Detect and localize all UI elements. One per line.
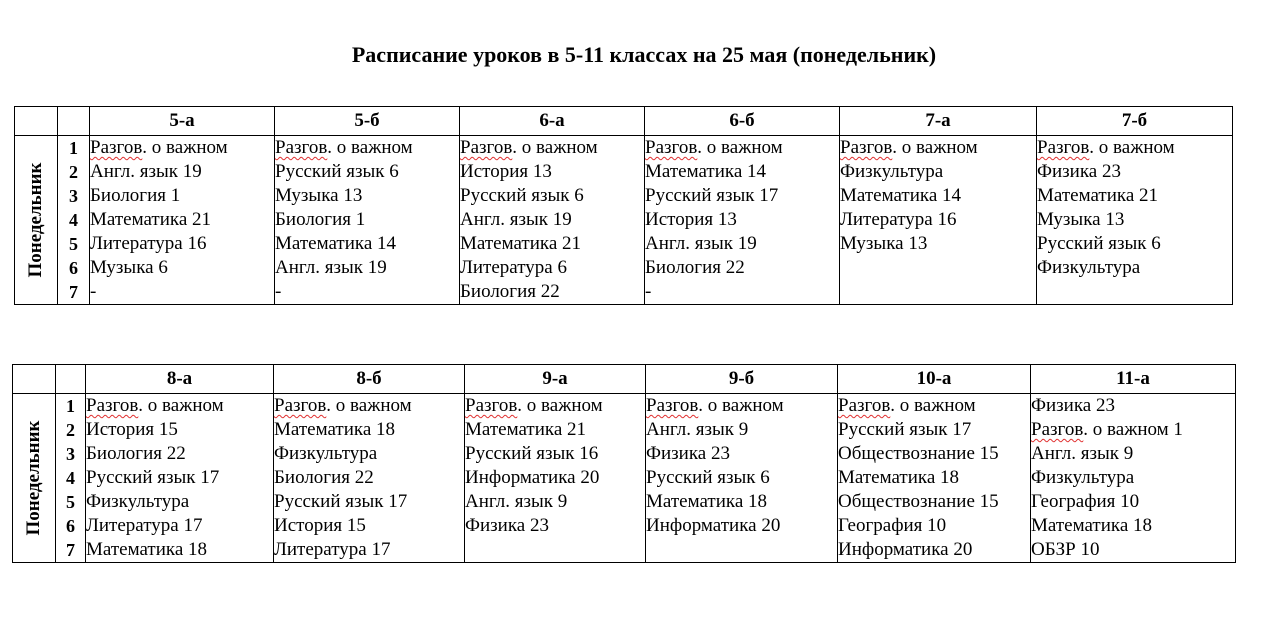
lesson-entry: Разгов. о важном: [86, 395, 224, 416]
lesson-entry: География 10: [1031, 491, 1140, 512]
lesson-entry: Математика 14: [275, 233, 397, 254]
class-lessons-cell: [86, 394, 274, 563]
lesson-entry: Математика 18: [646, 491, 768, 512]
lesson-number: 5: [69, 234, 78, 254]
lesson-entry: Математика 18: [838, 467, 960, 488]
day-cell: [15, 136, 58, 305]
class-header: 9-а: [465, 365, 646, 394]
lesson-numbers-cell: [58, 136, 90, 305]
lesson-entry: Информатика 20: [646, 515, 781, 536]
class-lessons-cell: [1031, 394, 1236, 563]
class-lessons-cell: [840, 136, 1037, 305]
lesson-entry: Физика 23: [646, 443, 730, 464]
lesson-entry: Литература 16: [840, 209, 957, 230]
day-label: Понедельник: [23, 420, 44, 536]
lesson-entry: Русский язык 6: [646, 467, 770, 488]
lesson-number: 3: [66, 444, 75, 464]
lesson-entry: Разгов. о важном: [645, 137, 783, 158]
lesson-entry: Физкультура: [86, 491, 190, 512]
lesson-entry: Литература 17: [274, 539, 391, 560]
lesson-entry: Разгов. о важном: [840, 137, 978, 158]
number-header-cell: [58, 107, 90, 136]
lesson-numbers-cell: [56, 394, 86, 563]
class-header: 5-б: [275, 107, 460, 136]
lesson-entry: ОБЗР 10: [1031, 539, 1100, 560]
schedule-table-grades-5-7: [14, 106, 1233, 305]
lesson-entry: Физкультура: [840, 161, 944, 182]
class-header: 5-а: [90, 107, 275, 136]
class-lessons-cell: [275, 136, 460, 305]
lesson-entry: Разгов. о важном: [460, 137, 598, 158]
lesson-entry: Обществознание 15: [838, 491, 999, 512]
lesson-entry: Музыка 6: [90, 257, 168, 278]
lesson-entry: Русский язык 16: [465, 443, 599, 464]
lesson-entry: Англ. язык 9: [646, 419, 749, 440]
class-lessons-cell: [465, 394, 646, 563]
lesson-entry: Математика 21: [465, 419, 587, 440]
lesson-entry: Биология 22: [645, 257, 745, 278]
lesson-entry: Биология 1: [275, 209, 366, 230]
class-lessons-cell: [460, 136, 645, 305]
lesson-entry: Литература 16: [90, 233, 207, 254]
lesson-entry: Англ. язык 19: [645, 233, 757, 254]
lesson-entry: [465, 538, 645, 562]
lesson-entry: Обществознание 15: [838, 443, 999, 464]
schedule-title: Расписание уроков в 5-11 классах на 25 мая (понедельник): [351, 42, 937, 67]
lesson-entry: Разгов. о важном: [1037, 137, 1175, 158]
lesson-entry: Физика 23: [1031, 395, 1115, 416]
lesson-entry: Математика 18: [86, 539, 208, 560]
lesson-entry: Разгов. о важном: [838, 395, 976, 416]
day-label: Понедельник: [25, 162, 46, 278]
schedule-table-grades-8-11: [12, 364, 1236, 563]
lesson-number: 6: [69, 258, 78, 278]
lesson-entry: Музыка 13: [1037, 209, 1125, 230]
lesson-entry: История 13: [645, 209, 737, 230]
class-header: 6-б: [645, 107, 840, 136]
lesson-entry: География 10: [838, 515, 947, 536]
lesson-number: 6: [66, 516, 75, 536]
class-header: 10-а: [838, 365, 1031, 394]
lesson-entry: Физкультура: [1037, 257, 1141, 278]
lesson-number: 1: [66, 396, 75, 416]
lesson-entry: Русский язык 17: [838, 419, 972, 440]
lesson-entry: Информатика 20: [838, 539, 973, 560]
lesson-entry: Русский язык 17: [86, 467, 220, 488]
lesson-entry: Математика 18: [274, 419, 396, 440]
lesson-number: 1: [69, 138, 78, 158]
corner-cell: [13, 365, 56, 394]
class-header: 9-б: [646, 365, 838, 394]
class-lessons-cell: [1037, 136, 1233, 305]
header-row: [13, 365, 1236, 394]
lesson-entry: [840, 256, 1036, 280]
class-lessons-cell: [90, 136, 275, 305]
lesson-entry: История 13: [460, 161, 552, 182]
lesson-number: 4: [66, 468, 75, 488]
lesson-entry: Физкультура: [1031, 467, 1135, 488]
lesson-entry: Разгов. о важном: [275, 137, 413, 158]
lesson-entry: Биология 22: [86, 443, 186, 464]
lesson-entry: Математика 21: [1037, 185, 1159, 206]
lesson-entry: Математика 18: [1031, 515, 1153, 536]
lesson-entry: Литература 6: [460, 257, 567, 278]
lesson-entry: История 15: [86, 419, 178, 440]
lesson-entry: Русский язык 6: [1037, 233, 1161, 254]
lesson-entry: Разгов. о важном: [646, 395, 784, 416]
lesson-number: 3: [69, 186, 78, 206]
class-header: 8-а: [86, 365, 274, 394]
lesson-entry: Русский язык 6: [460, 185, 584, 206]
lesson-number: 2: [69, 162, 78, 182]
day-cell: [13, 394, 56, 563]
lesson-entry: Англ. язык 9: [1031, 443, 1134, 464]
lesson-entry: Литература 17: [86, 515, 203, 536]
lesson-entry: Разгов. о важном 1: [1031, 419, 1183, 440]
lesson-entry: Англ. язык 19: [275, 257, 387, 278]
lessons-row: [13, 394, 1236, 563]
lesson-entry: Биология 1: [90, 185, 181, 206]
lesson-number: 7: [69, 282, 78, 302]
lesson-entry: Физика 23: [465, 515, 549, 536]
lesson-entry: Биология 22: [460, 281, 560, 302]
lesson-entry: Музыка 13: [275, 185, 363, 206]
class-header: 11-а: [1031, 365, 1236, 394]
class-lessons-cell: [645, 136, 840, 305]
lesson-entry: Разгов. о важном: [90, 137, 228, 158]
lesson-entry: Физика 23: [1037, 161, 1121, 182]
lesson-entry: Физкультура: [274, 443, 378, 464]
lesson-entry: -: [90, 281, 97, 302]
number-header-cell: [56, 365, 86, 394]
lesson-number: 2: [66, 420, 75, 440]
class-lessons-cell: [646, 394, 838, 563]
lesson-entry: Русский язык 17: [274, 491, 408, 512]
lesson-entry: Музыка 13: [840, 233, 928, 254]
lesson-number: 4: [69, 210, 78, 230]
lesson-entry: Русский язык 6: [275, 161, 399, 182]
lesson-entry: Биология 22: [274, 467, 374, 488]
lesson-entry: Математика 14: [840, 185, 962, 206]
header-row: [15, 107, 1233, 136]
lesson-entry: Информатика 20: [465, 467, 600, 488]
lesson-entry: Математика 21: [90, 209, 212, 230]
lessons-row: [15, 136, 1233, 305]
class-header: 6-а: [460, 107, 645, 136]
class-header: 7-а: [840, 107, 1037, 136]
corner-cell: [15, 107, 58, 136]
lesson-entry: История 15: [274, 515, 366, 536]
lesson-number: 5: [66, 492, 75, 512]
lesson-entry: -: [275, 281, 282, 302]
class-header: 7-б: [1037, 107, 1233, 136]
class-header: 8-б: [274, 365, 465, 394]
lesson-entry: [840, 280, 1036, 304]
lesson-entry: Англ. язык 19: [90, 161, 202, 182]
lesson-entry: Разгов. о важном: [465, 395, 603, 416]
lesson-entry: Разгов. о важном: [274, 395, 412, 416]
class-lessons-cell: [838, 394, 1031, 563]
lesson-entry: Математика 21: [460, 233, 582, 254]
lesson-number: 7: [66, 540, 75, 560]
class-lessons-cell: [274, 394, 465, 563]
lesson-entry: Англ. язык 19: [460, 209, 572, 230]
lesson-entry: [1037, 280, 1232, 304]
lesson-entry: Русский язык 17: [645, 185, 779, 206]
lesson-entry: [646, 538, 837, 562]
lesson-entry: -: [645, 281, 652, 302]
lesson-entry: Англ. язык 9: [465, 491, 568, 512]
lesson-entry: Математика 14: [645, 161, 767, 182]
